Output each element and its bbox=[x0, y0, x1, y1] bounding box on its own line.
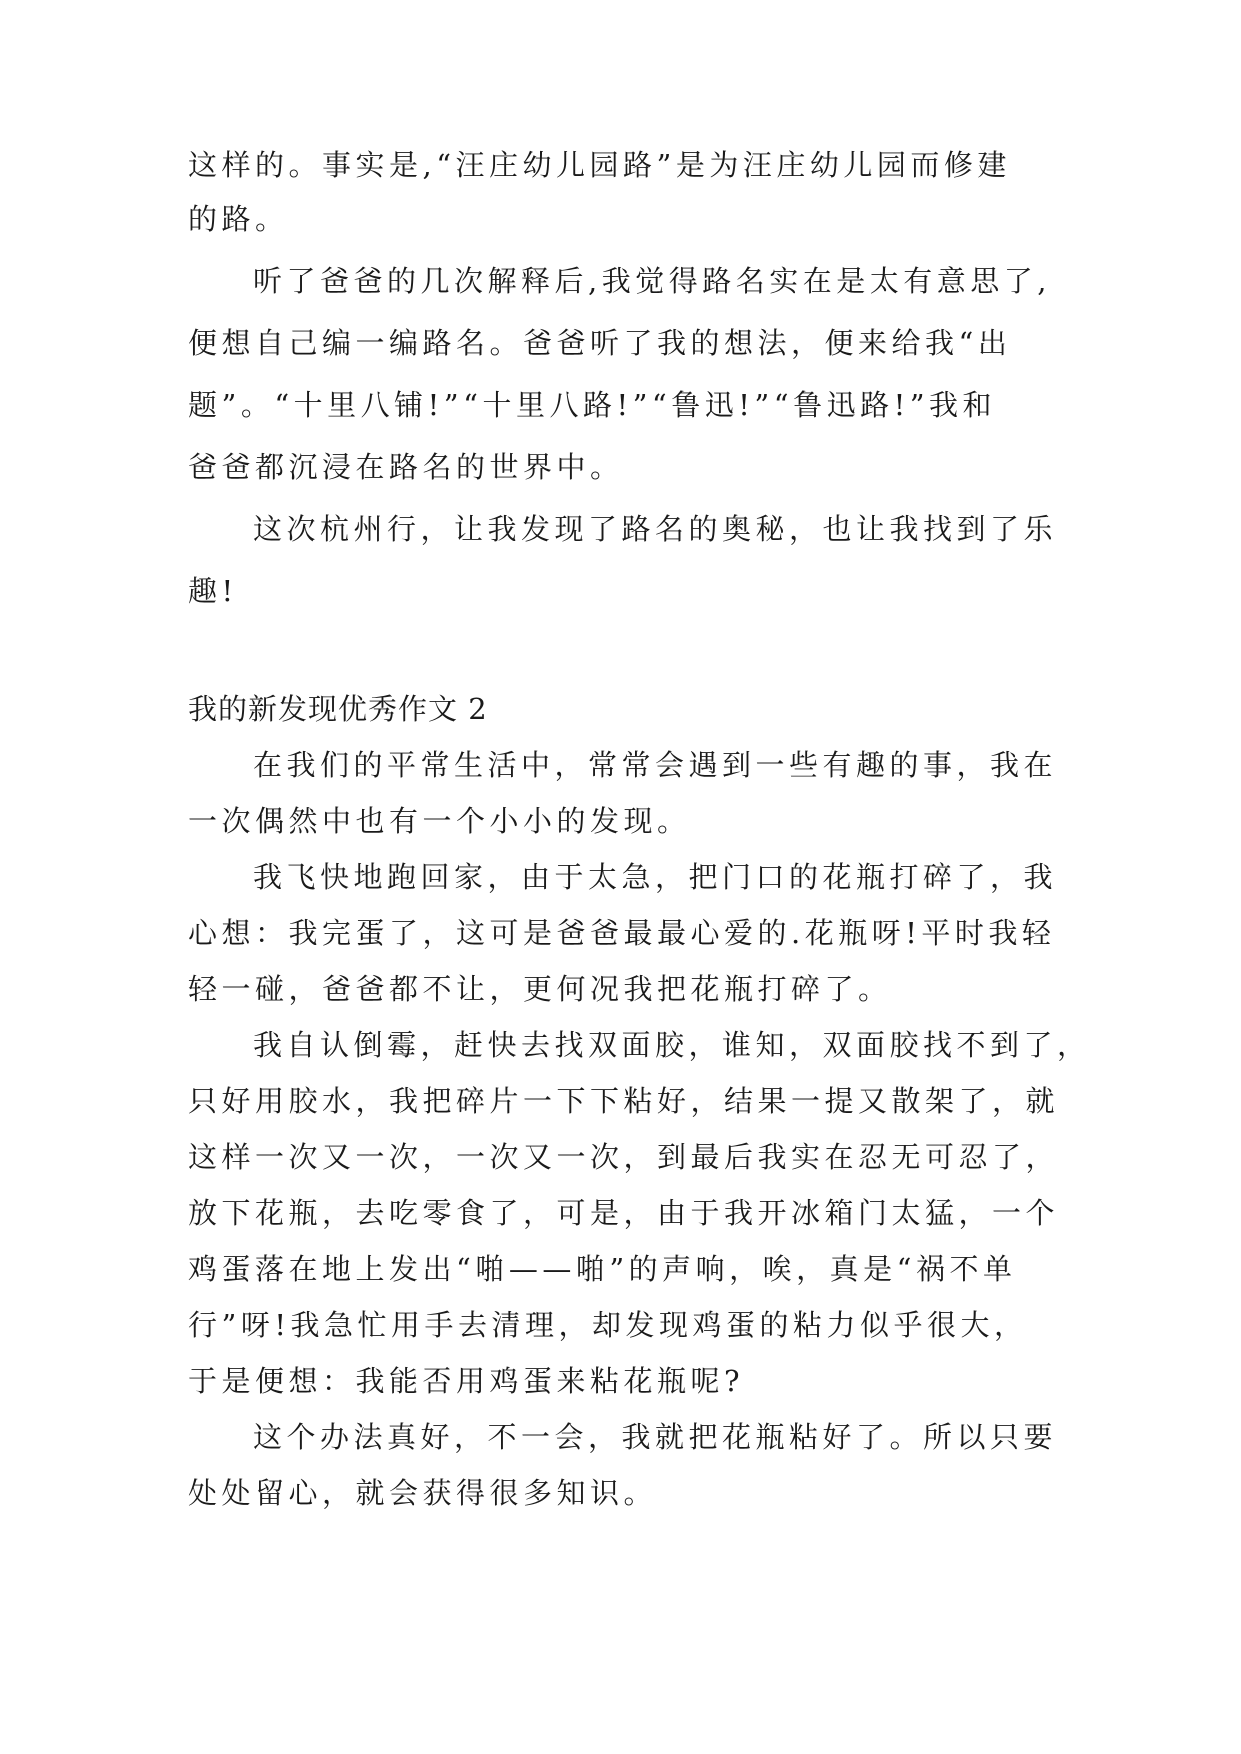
text-line: 于是便想：我能否用鸡蛋来粘花瓶呢? bbox=[188, 1364, 745, 1398]
paragraph-first-line: 这次杭州行，让我发现了路名的奥秘，也让我找到了乐 bbox=[253, 512, 1058, 546]
text-line: 行”呀!我急忙用手去清理，却发现鸡蛋的粘力似乎很大， bbox=[188, 1308, 1028, 1342]
section-title: 我的新发现优秀作文 2 bbox=[188, 692, 488, 726]
text-line: 趣! bbox=[188, 574, 238, 608]
text-line: 心想：我完蛋了，这可是爸爸最最心爱的.花瓶呀!平时我轻 bbox=[188, 916, 1056, 950]
text-line: 只好用胶水，我把碎片一下下粘好，结果一提又散架了，就 bbox=[188, 1084, 1060, 1118]
paragraph-first-line: 我飞快地跑回家，由于太急，把门口的花瓶打碎了，我 bbox=[253, 860, 1058, 894]
text-line: 轻一碰，爸爸都不让，更何况我把花瓶打碎了。 bbox=[188, 972, 892, 1006]
text-line: 便想自己编一编路名。爸爸听了我的想法，便来给我“出 bbox=[188, 326, 1012, 360]
paragraph-first-line: 在我们的平常生活中，常常会遇到一些有趣的事，我在 bbox=[253, 748, 1058, 782]
text-line: 爸爸都沉浸在路名的世界中。 bbox=[188, 450, 624, 484]
text-line: 一次偶然中也有一个小小的发现。 bbox=[188, 804, 691, 838]
text-line: 这样的。事实是,“汪庄幼儿园路”是为汪庄幼儿园而修建 bbox=[188, 148, 1011, 182]
paragraph-first-line: 我自认倒霉，赶快去找双面胶，谁知，双面胶找不到了， bbox=[253, 1028, 1091, 1062]
paragraph-first-line: 这个办法真好，不一会，我就把花瓶粘好了。所以只要 bbox=[253, 1420, 1058, 1454]
text-line: 的路。 bbox=[188, 202, 289, 236]
text-line: 这样一次又一次，一次又一次，到最后我实在忍无可忍了， bbox=[188, 1140, 1060, 1174]
text-line: 鸡蛋落在地上发出“啪——啪”的声响，唉，真是“祸不单 bbox=[188, 1252, 1017, 1286]
paragraph-first-line: 听了爸爸的几次解释后,我觉得路名实在是太有意思了, bbox=[253, 264, 1051, 298]
text-line: 放下花瓶，去吃零食了，可是，由于我开冰箱门太猛，一个 bbox=[188, 1196, 1060, 1230]
text-line: 题”。“十里八铺!”“十里八路!”“鲁迅!”“鲁迅路!”我和 bbox=[188, 388, 997, 422]
text-line: 处处留心，就会获得很多知识。 bbox=[188, 1476, 658, 1510]
